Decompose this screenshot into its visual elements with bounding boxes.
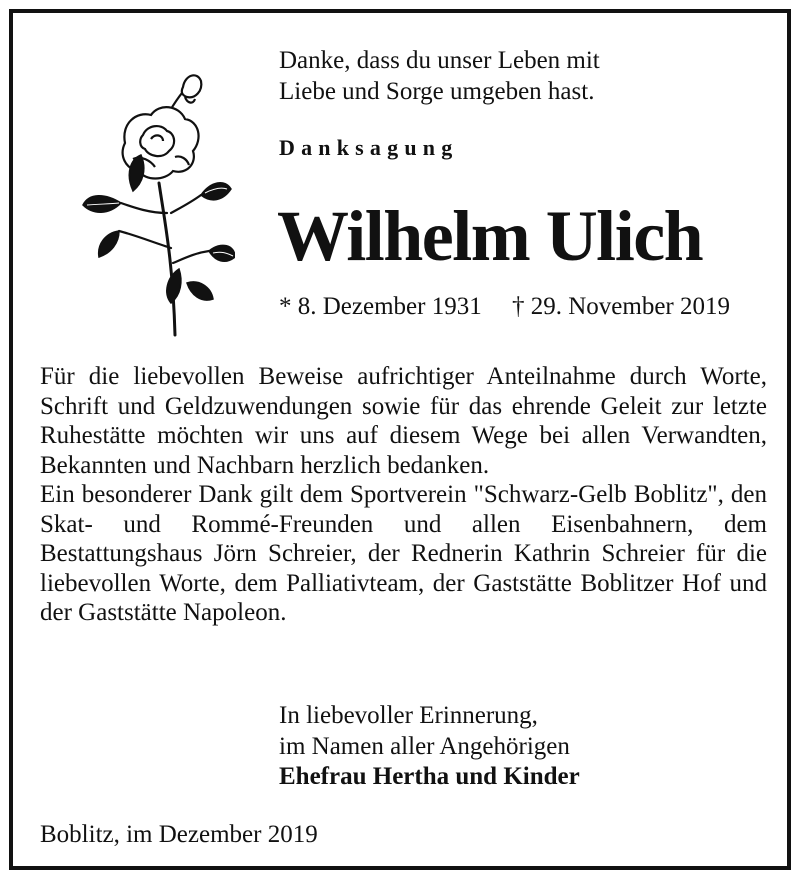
body-paragraph-2: Ein besonderer Dank gilt dem Sportverein "Schwarz-Gelb Boblitz", den Skat- und Rommé-Freunden und allen Eisenbahnern, dem Bestattungshaus Jörn Schreier, der Rednerin Kathrin Schreier für die liebevollen Worte, dem Palliativteam, der Gaststätte Boblitzer Hof und der Gaststätte Napoleon. bbox=[40, 481, 767, 626]
acknowledgement-heading: Danksagung bbox=[279, 135, 459, 160]
place-date: Boblitz, im Dezember 2019 bbox=[40, 821, 318, 848]
closing-family: Ehefrau Hertha und Kinder bbox=[279, 763, 580, 790]
closing-line-2: im Namen aller Angehörigen bbox=[279, 732, 570, 760]
memorial-quote bbox=[279, 45, 600, 107]
closing-signature bbox=[279, 701, 580, 793]
rose-icon bbox=[75, 63, 235, 343]
birth-date: * 8. Dezember 1931 bbox=[279, 293, 482, 320]
quote-line-2: Liebe und Sorge umgeben hast. bbox=[279, 78, 595, 105]
death-date: † 29. November 2019 bbox=[511, 293, 730, 320]
body-paragraph-1: Für die liebevollen Beweise aufrichtiger Anteilnahme durch Worte, Schrift und Geldzuwendungen sowie für das ehrende Geleit zur letzte Ruhestätte möchten wir uns auf diesem Wege bei allen Verwandten, Bekannten und Nachbarn herzlich bedanken. bbox=[40, 363, 767, 479]
obituary-frame bbox=[9, 9, 791, 870]
body-text bbox=[40, 362, 767, 628]
quote-line-1: Danke, dass du unser Leben mit bbox=[279, 47, 600, 74]
life-dates bbox=[279, 293, 730, 321]
deceased-name: Wilhelm Ulich bbox=[277, 196, 703, 276]
closing-line-1: In liebevoller Erinnerung, bbox=[279, 702, 538, 729]
